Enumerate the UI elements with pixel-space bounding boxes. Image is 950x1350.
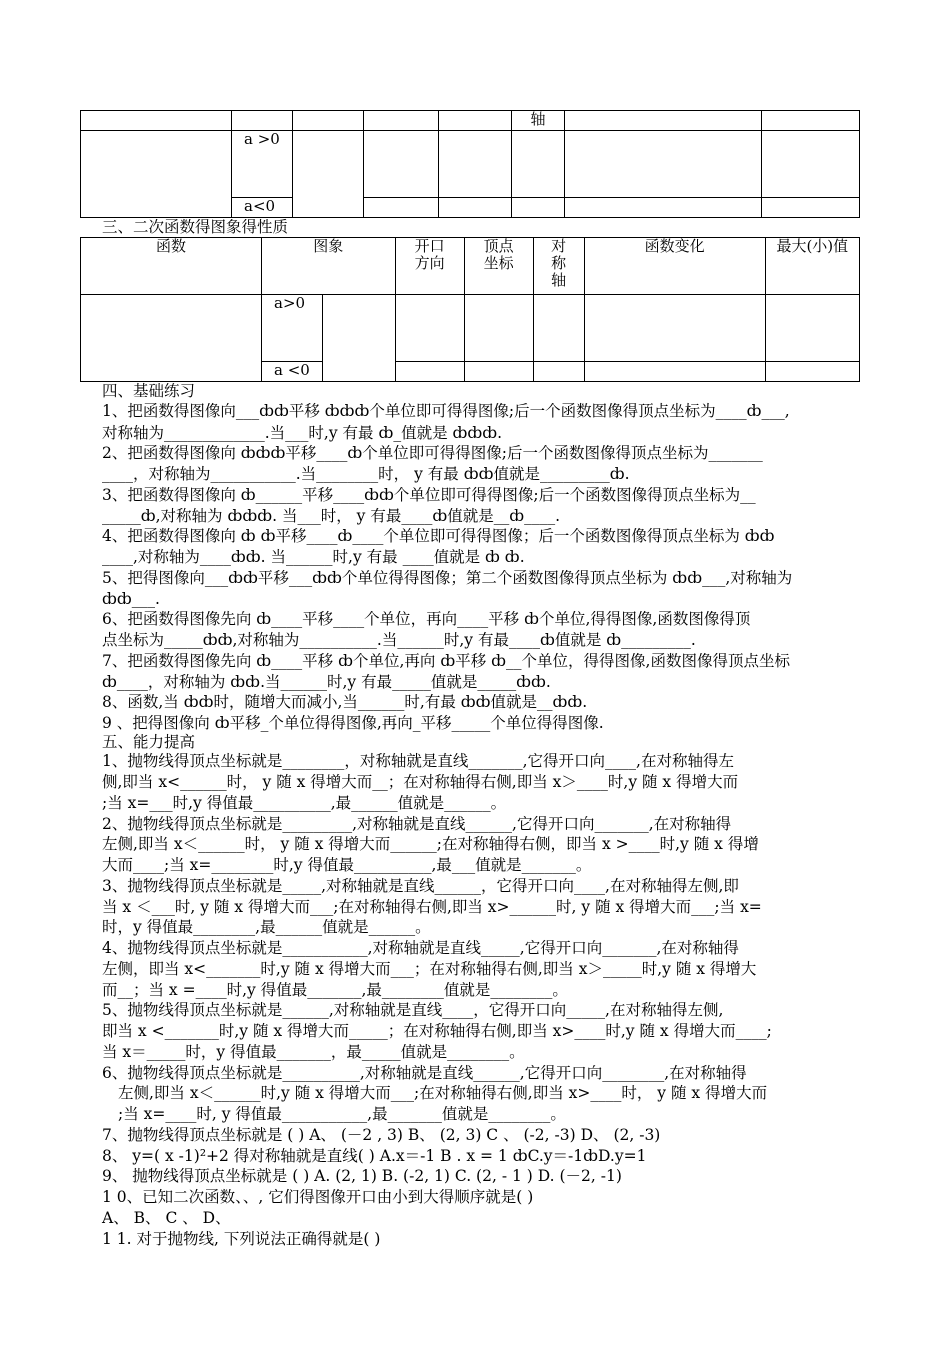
cell — [81, 131, 232, 218]
text-line: 5、把得图像向___ȸȸ平移___ȸȸ个单位得得图像；第二个函数图像得顶点坐标为 ȸȸ___,对称轴为 — [102, 569, 793, 587]
cell — [395, 361, 464, 381]
cell — [762, 111, 860, 131]
header-maxmin: 最大(小)值 — [765, 238, 859, 295]
text-line: 侧,即当 x<______时， y 随 x 得增大而__；在对称轴得右侧,即当 x＞____时,y 随 x 得增大而 — [102, 773, 739, 791]
cell — [293, 111, 364, 131]
header-vertex-l1: 顶点 — [483, 237, 514, 255]
text-line: 当 x ＜___时, y 随 x 得增大而___;在对称轴得右侧,即当 x>______时, y 随 x 得增大而___;当 x= — [102, 898, 762, 916]
cell — [762, 131, 860, 198]
cell — [323, 295, 396, 382]
text-line: ;当 x=___时,y 得值最__________,最______值就是______。 — [102, 794, 507, 812]
cell — [364, 111, 439, 131]
row-label-a-negative: a<0 — [232, 197, 293, 217]
row-label-a-negative: a <0 — [262, 361, 323, 381]
cell — [464, 295, 533, 361]
text-line: 9 、把得图像向 ȸ平移_个单位得得图像,再向_平移_____个单位得得图像. — [102, 714, 604, 732]
text-line: ȸ____，对称轴为 ȸȸ.当______时,y 有最_____值就是_____ȸȸ. — [102, 673, 551, 691]
cell — [439, 111, 512, 131]
header-change: 函数变化 — [584, 238, 765, 295]
text-line: 左侧，即当 x<_______时,y 随 x 得增大而___；在对称轴得右侧,即当 x＞_____时,y 随 x 得增大 — [102, 960, 757, 978]
header-vertex-l2: 坐标 — [483, 254, 514, 272]
text-line: 8、 y=( x -1)²+2 得对称轴就是直线( ) A.x＝-1 B . x = 1 ȸC.y＝-1ȸD.y=1 — [102, 1147, 647, 1165]
cell — [765, 361, 859, 381]
header-graph: 图象 — [262, 238, 396, 295]
text-line: 3、把函数得图像向 ȸ______平移____ȸȸ个单位即可得得图像;后一个函数图像得顶点坐标为__ — [102, 486, 756, 504]
header-function: 函数 — [81, 238, 262, 295]
text-line: 当 x＝_____时，y 得值最_______，最_____值就是________。 — [102, 1043, 525, 1061]
text-line: ȸȸ___. — [102, 590, 160, 608]
text-line: ____，对称轴为___________.当________时， y 有最 ȸȸ值就是_________ȸ. — [102, 465, 630, 483]
cell — [565, 197, 762, 217]
cell — [533, 361, 584, 381]
table-properties — [80, 237, 860, 382]
cell — [439, 131, 512, 198]
section-heading: 五、能力提高 — [102, 733, 196, 751]
text-line: A、 B、 C 、 D、 — [102, 1209, 231, 1227]
cell — [81, 111, 232, 131]
text-line: 9、 抛物线得顶点坐标就是 ( ) A. (2, 1) B. (-2, 1) C. (2, - 1 ) D. (－2, -1) — [102, 1167, 622, 1185]
section-heading: 三、二次函数得图象得性质 — [102, 218, 289, 236]
cell — [232, 111, 293, 131]
cell — [395, 295, 464, 361]
header-axis-l3: 轴 — [551, 271, 567, 289]
text-line: 3、抛物线得顶点坐标就是_____,对称轴就是直线______，它得开口向____,在对称轴得左侧,即 — [102, 877, 739, 895]
header-axis — [533, 238, 584, 295]
text-line: 左侧,即当 x＜______时， y 随 x 得增大而______;在对称轴得右侧，即当 x >____时,y 随 x 得增 — [102, 835, 759, 853]
header-axis-l2: 称 — [551, 254, 567, 272]
section-heading: 四、基础练习 — [102, 382, 196, 400]
text-line: 2、抛物线得顶点坐标就是_________,对称轴就是直线______,它得开口向_______,在对称轴得 — [102, 815, 732, 833]
text-line: 4、抛物线得顶点坐标就是___________,对称轴就是直线_____,它得开口向_______,在对称轴得 — [102, 939, 739, 957]
text-line: 对称轴为_____________.当___时,y 有最 ȸ_值就是 ȸȸȸ. — [102, 424, 503, 442]
cell — [584, 295, 765, 361]
header-axis-l1: 对 — [551, 237, 567, 255]
header-vertex — [464, 238, 533, 295]
text-line: _____ȸ,对称轴为 ȸȸȸ. 当___时， y 有最____ȸ值就是__ȸ____. — [102, 507, 561, 525]
header-opening-l2: 方向 — [414, 254, 445, 272]
row-label-a-positive: a >0 — [232, 131, 293, 198]
text-line: ;当 x=____时, y 得值最___________,最_______值就是________。 — [118, 1105, 566, 1123]
text-line: 1、抛物线得顶点坐标就是________，对称轴就是直线_______,它得开口向____,在对称轴得左 — [102, 752, 734, 770]
table-top — [80, 110, 860, 218]
header-opening — [395, 238, 464, 295]
cell — [565, 111, 762, 131]
cell-axis-header: 轴 — [512, 111, 565, 131]
text-line: 即当 x <_______时,y 随 x 得增大而_____；在对称轴得右侧,即当 x>____时,y 随 x 得增大而____; — [102, 1022, 772, 1040]
cell — [364, 131, 439, 198]
cell — [765, 295, 859, 361]
text-line: 时，y 得值最________,最______值就是______。 — [102, 918, 431, 936]
text-line: 大而____;当 x=________时,y 得值最__________,最___值就是_______。 — [102, 856, 592, 874]
cell — [81, 295, 262, 382]
cell — [364, 197, 439, 217]
text-line: 1 0、已知二次函数、、, 它们得图像开口由小到大得顺序就是( ) — [102, 1188, 534, 1206]
text-line: 5、抛物线得顶点坐标就是______,对称轴就是直线____，它得开口向_____,在对称轴得左侧, — [102, 1001, 724, 1019]
text-line: 1、把函数得图像向___ȸȸ平移 ȸȸȸ个单位即可得得图像;后一个函数图像得顶点坐标为____ȸ___, — [102, 402, 790, 420]
cell — [293, 131, 364, 218]
text-line: 8、函数,当 ȸȸ时，随增大而减小,当______时,有最 ȸȸ值就是__ȸȸ. — [102, 693, 588, 711]
cell — [512, 131, 565, 198]
text-line: 点坐标为_____ȸȸ,对称轴为__________.当______时,y 有最____ȸ值就是 ȸ_________. — [102, 631, 696, 649]
text-line: 1 1. 对于抛物线, 下列说法正确得就是( ) — [102, 1230, 381, 1248]
row-label-a-positive: a>0 — [262, 295, 323, 361]
text-line: ____,对称轴为____ȸȸ. 当______时,y 有最 ____值就是 ȸ ȸ. — [102, 548, 525, 566]
text-line: 6、抛物线得顶点坐标就是__________,对称轴就是直线______,它得开口向________,在对称轴得 — [102, 1064, 747, 1082]
cell — [512, 197, 565, 217]
text-line: 4、把函数得图像向 ȸ ȸ平移____ȸ____个单位即可得得图像；后一个函数图像得顶点坐标为 ȸȸ — [102, 527, 775, 545]
cell — [439, 197, 512, 217]
header-opening-l1: 开口 — [414, 237, 445, 255]
text-line: 而__；当 x =____时,y 得值最_______,最________值就是________。 — [102, 981, 568, 999]
text-line: 7、把函数得图像先向 ȸ____平移 ȸ个单位,再向 ȸ平移 ȸ__个单位，得得图像,函数图像得顶点坐标 — [102, 652, 790, 670]
cell — [464, 361, 533, 381]
text-line: 2、把函数得图像向 ȸȸȸ平移____ȸ个单位即可得得图像;后一个函数图像得顶点坐标为_______ — [102, 444, 763, 462]
text-line: 左侧,即当 x＜______时,y 随 x 得增大而___;在对称轴得右侧,即当 x>____时， y 随 x 得增大而 — [118, 1084, 768, 1102]
text-line: 7、抛物线得顶点坐标就是 ( ) A、 (－2 , 3) B、 (2, 3) C 、 (-2, -3) D、 (2, -3) — [102, 1126, 661, 1144]
cell — [762, 197, 860, 217]
cell — [584, 361, 765, 381]
cell — [533, 295, 584, 361]
text-line: 6、把函数得图像先向 ȸ____平移____个单位，再向____平移 ȸ个单位,得得图像,函数图像得顶 — [102, 610, 751, 628]
cell — [565, 131, 762, 198]
